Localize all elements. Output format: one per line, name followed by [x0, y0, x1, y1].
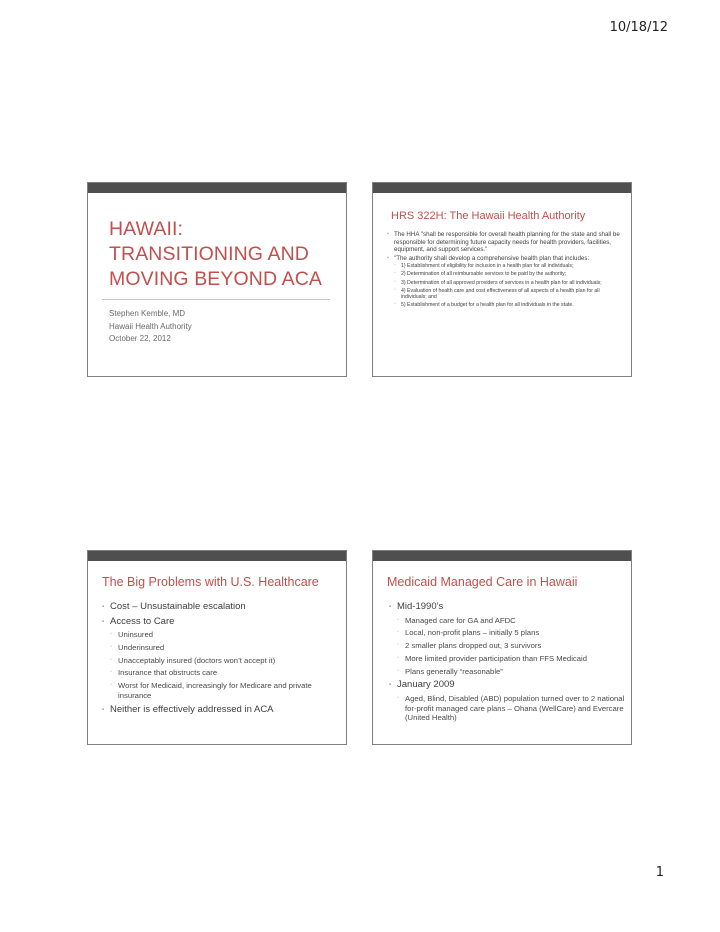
bullet-marker-icon: ◦ [394, 286, 396, 293]
bullet-marker-icon: ▪ [389, 604, 392, 610]
bullet-marker-icon: ▪ [387, 231, 389, 237]
sub-bullet-item [387, 288, 623, 301]
sub-bullet-item [389, 616, 625, 626]
bullet-item [387, 231, 623, 254]
bullet-item [389, 679, 625, 691]
slide-3-big-problems [87, 550, 347, 745]
sub-bullet-item [102, 643, 338, 653]
bullet-text: Uninsured [118, 630, 154, 639]
title-divider [102, 299, 330, 300]
sub-bullet-item [387, 280, 623, 287]
bullet-text: Cost – Unsustainable escalation [110, 601, 246, 612]
bullet-text: Mid-1990’s [397, 601, 444, 612]
page-number: 1 [655, 865, 664, 880]
bullet-text: Underinsured [118, 642, 165, 652]
presenter-name: Stephen Kemble, MD [109, 309, 186, 318]
bullet-text: The HHA "shall be responsible for overall health planning for the state and shall be responsible for determining future capacity needs for health providers, facilities, equipment, and support services." [394, 231, 620, 254]
slide-4-heading: Medicaid Managed Care in Hawaii [387, 575, 578, 589]
sub-bullet-item [102, 656, 338, 666]
bullet-text: Aged, Blind, Disabled (ABD) population turned over to 2 national for-profit managed care plans – Ohana (WellCare) and Evercare (United Health) [405, 693, 625, 723]
presenter-info [109, 308, 192, 346]
bullet-text: 4) Evaluation of health care and cost effectiveness of all aspects of a health plan for all individuals; and [401, 287, 600, 301]
bullet-text: 5) Establishment of a budget for a health plan for all individuals in the state. [401, 302, 574, 309]
slide-1-heading: HAWAII: TRANSITIONING AND MOVING BEYOND ACA [109, 218, 322, 290]
bullet-marker-icon: ◦ [394, 262, 396, 269]
bullet-text: Managed care for GA and AFDC [405, 615, 516, 625]
bullet-text: 2 smaller plans dropped out, 3 survivors [405, 641, 542, 651]
slide-2-heading: HRS 322H: The Hawaii Health Authority [391, 210, 586, 222]
bullet-text: Unacceptably insured (doctors won’t accept it) [118, 655, 276, 665]
sub-bullet-item [389, 667, 625, 677]
presenter-organization: Hawaii Health Authority [109, 321, 192, 331]
bullet-text: 3) Determination of all approved providers of services in a health plan for all individuals; [401, 279, 602, 286]
bullet-item [102, 704, 338, 716]
bullet-marker-icon: ◦ [110, 643, 112, 650]
bullet-marker-icon: ▪ [102, 604, 105, 610]
sub-bullet-item [102, 630, 338, 640]
bullet-item [102, 616, 338, 628]
bullet-marker-icon: ▪ [102, 706, 105, 713]
slide-3-bullet-list [102, 601, 338, 718]
bullet-text: January 2009 [397, 679, 455, 691]
bullet-marker-icon: ◦ [394, 278, 396, 285]
bullet-text: Insurance that obstructs care [118, 668, 218, 678]
bullet-text: 1) Establishment of eligibility for inclusion in a health plan for all individuals; [401, 263, 574, 270]
bullet-marker-icon: ◦ [394, 301, 396, 308]
bullet-marker-icon: ◦ [397, 642, 399, 649]
handout-date: 10/18/12 [609, 20, 668, 35]
presentation-date: October 22, 2012 [109, 334, 171, 343]
bullet-marker-icon: ▪ [387, 254, 389, 261]
bullet-text: Plans generally “reasonable” [405, 666, 503, 676]
sub-bullet-item [389, 694, 625, 723]
slide-4-medicaid-managed-care [372, 550, 632, 745]
bullet-item [102, 601, 338, 613]
sub-bullet-item [389, 654, 625, 664]
bullet-text: 2) Determination of all reimbursable services to be paid by the authority; [401, 271, 567, 278]
bullet-text: "The authority shall develop a comprehensive health plan that includes: [394, 254, 590, 262]
sub-bullet-item [389, 641, 625, 651]
bullet-item [389, 601, 625, 613]
bullet-marker-icon: ◦ [397, 629, 399, 636]
bullet-text: Neither is effectively addressed in ACA [110, 703, 274, 715]
sub-bullet-item [102, 668, 338, 678]
bullet-text: Worst for Medicaid, increasingly for Medicare and private insurance [118, 681, 312, 700]
bullet-marker-icon: ◦ [110, 631, 112, 637]
bullet-text: Local, non-profit plans – initially 5 plans [405, 628, 540, 638]
bullet-marker-icon: ▪ [102, 618, 105, 625]
sub-bullet-item [387, 263, 623, 270]
bullet-text: Access to Care [110, 615, 175, 627]
sub-bullet-item [387, 271, 623, 278]
bullet-marker-icon: ◦ [397, 694, 399, 701]
sub-bullet-item [387, 302, 623, 309]
sub-bullet-item [389, 628, 625, 638]
bullet-marker-icon: ◦ [110, 682, 112, 689]
slide-2-bullet-list [387, 231, 623, 310]
slide-3-heading: The Big Problems with U.S. Healthcare [102, 575, 319, 589]
slide-4-bullet-list [389, 601, 625, 726]
slide-1-title [87, 182, 347, 377]
bullet-marker-icon: ◦ [110, 656, 112, 663]
bullet-marker-icon: ▪ [389, 682, 392, 689]
slide-2-hrs-322h [372, 182, 632, 377]
bullet-marker-icon: ◦ [397, 654, 399, 661]
sub-bullet-item [102, 681, 338, 700]
bullet-item [387, 255, 623, 263]
bullet-marker-icon: ◦ [397, 616, 399, 623]
bullet-text: More limited provider participation than FFS Medicaid [405, 653, 588, 663]
bullet-marker-icon: ◦ [397, 667, 399, 674]
bullet-marker-icon: ◦ [394, 270, 396, 277]
bullet-marker-icon: ◦ [110, 669, 112, 676]
